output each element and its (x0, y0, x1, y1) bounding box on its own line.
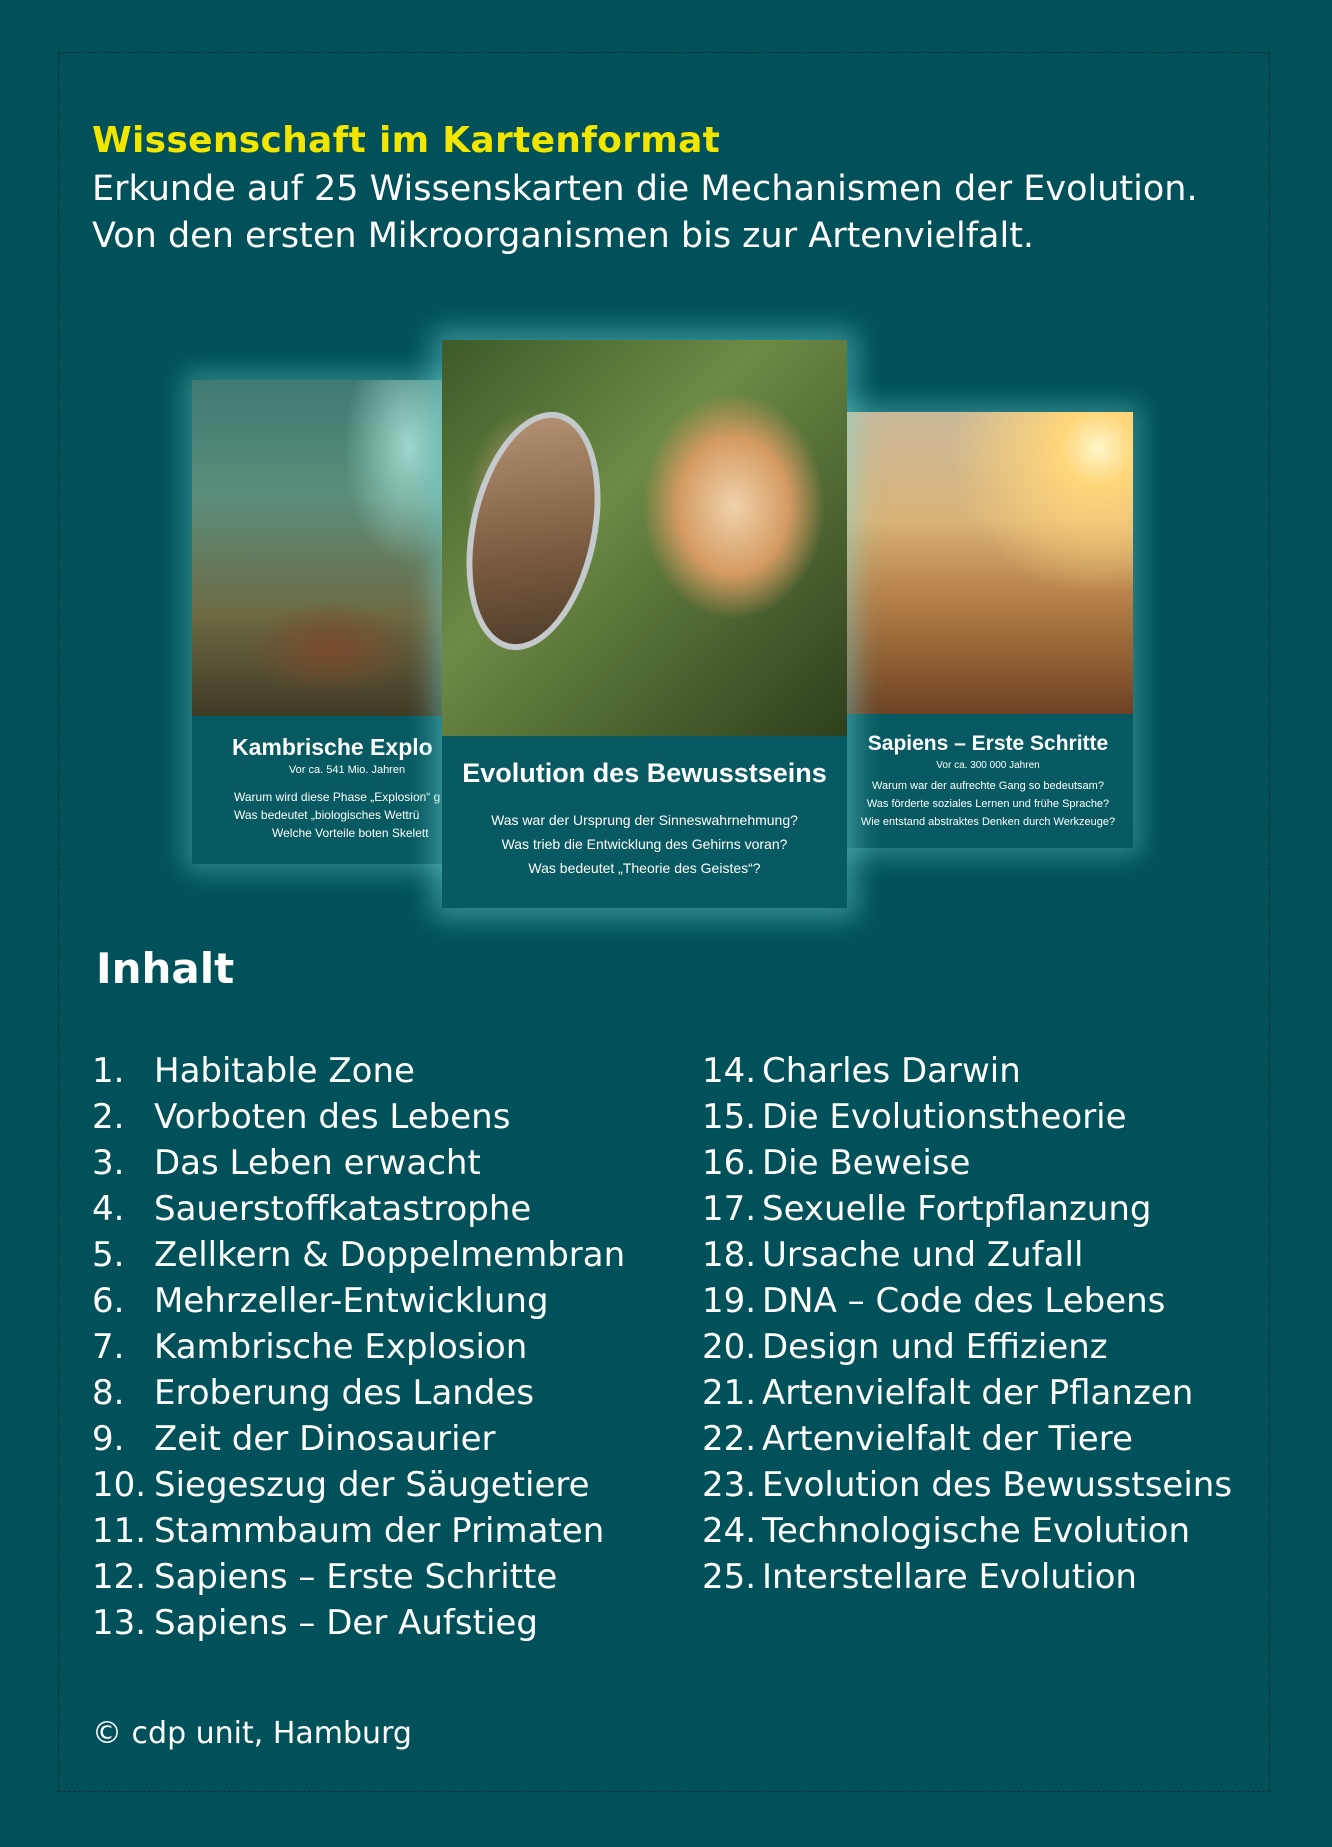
card-question: Was war der Ursprung der Sinneswahrnehmung? (491, 812, 798, 828)
contents-item (702, 1462, 1232, 1508)
contents-item-label: Kambrische Explosion (154, 1327, 528, 1367)
contents-item-label: Stammbaum der Primaten (154, 1511, 605, 1551)
card-question: Welche Vorteile boten Skelett (272, 826, 429, 840)
contents-item-number: 4. (92, 1189, 125, 1229)
card-question: Wie entstand abstraktes Denken durch Werkzeuge? (860, 816, 1116, 828)
contents-item-number: 5. (92, 1235, 125, 1275)
card-title: Evolution des Bewusstseins (462, 758, 827, 788)
contents-list-right (702, 1048, 1232, 1600)
contents-item-label: DNA – Code des Lebens (762, 1281, 1166, 1321)
intro-line-1: Erkunde auf 25 Wissenskarten die Mechanismen der Evolution. (92, 169, 1198, 209)
contents-item (92, 1600, 625, 1646)
contents-item (702, 1232, 1232, 1278)
contents-item-label: Vorboten des Lebens (154, 1097, 511, 1137)
contents-item (702, 1094, 1232, 1140)
card-title: Kambrische Explo (232, 734, 433, 760)
contents-item (702, 1048, 1232, 1094)
contents-item-number: 19. (702, 1281, 757, 1321)
contents-item-label: Eroberung des Landes (154, 1373, 535, 1413)
intro-text (92, 166, 1272, 260)
contents-heading: Inhalt (96, 944, 235, 993)
contents-item-label: Zeit der Dinosaurier (154, 1419, 496, 1459)
contents-item-label: Habitable Zone (154, 1051, 415, 1091)
contents-item (702, 1324, 1232, 1370)
contents-item (92, 1186, 625, 1232)
contents-item-number: 13. (92, 1603, 147, 1643)
contents-item-label: Sauerstoffkatastrophe (154, 1189, 532, 1229)
contents-item-label: Sexuelle Fortpflanzung (762, 1189, 1152, 1229)
contents-item-number: 17. (702, 1189, 757, 1229)
headline: Wissenschaft im Kartenformat (92, 120, 721, 161)
contents-item (92, 1462, 625, 1508)
card-question: Warum wird diese Phase „Explosion“ g (234, 790, 441, 804)
contents-item-number: 7. (92, 1327, 125, 1367)
contents-item-number: 23. (702, 1465, 757, 1505)
contents-item-label: Siegeszug der Säugetiere (154, 1465, 590, 1505)
contents-item (92, 1094, 625, 1140)
copyright: © cdp unit, Hamburg (92, 1716, 412, 1751)
card-question: Was förderte soziales Lernen und frühe Sprache? (866, 798, 1110, 810)
card-title: Sapiens – Erste Schritte (867, 732, 1109, 755)
contents-item (702, 1140, 1232, 1186)
contents-item-label: Die Evolutionstheorie (762, 1097, 1127, 1137)
contents-item-number: 3. (92, 1143, 125, 1183)
card-evolution-des-bewusstseins (442, 340, 847, 908)
contents-item (92, 1324, 625, 1370)
card-question: Was trieb die Entwicklung des Gehirns voran? (501, 836, 788, 852)
intro-line-2: Von den ersten Mikroorganismen bis zur Artenvielfalt. (92, 216, 1035, 256)
contents-item-number: 2. (92, 1097, 125, 1137)
card-image-savanna-sunset (843, 412, 1133, 714)
contents-item (92, 1416, 625, 1462)
card-sapiens-erste-schritte (843, 412, 1133, 848)
card-question: Warum war der aufrechte Gang so bedeutsam? (872, 780, 1104, 792)
contents-item (92, 1048, 625, 1094)
contents-item (92, 1508, 625, 1554)
contents-item-number: 15. (702, 1097, 757, 1137)
contents-item-number: 12. (92, 1557, 147, 1597)
contents-item-number: 6. (92, 1281, 125, 1321)
contents-item (702, 1508, 1232, 1554)
contents-item-label: Artenvielfalt der Pflanzen (762, 1373, 1194, 1413)
card-image-monkey-mirror (442, 340, 847, 736)
contents-item (92, 1140, 625, 1186)
contents-item-label: Evolution des Bewusstseins (762, 1465, 1233, 1505)
contents-item-label: Charles Darwin (762, 1051, 1021, 1091)
contents-list-left (92, 1048, 625, 1646)
contents-item-label: Design und Effizienz (762, 1327, 1108, 1367)
contents-item-number: 24. (702, 1511, 757, 1551)
contents-item-number: 1. (92, 1051, 125, 1091)
contents-item (702, 1554, 1232, 1600)
contents-item-number: 14. (702, 1051, 757, 1091)
contents-item (92, 1232, 625, 1278)
contents-item-number: 8. (92, 1373, 125, 1413)
contents-item (92, 1278, 625, 1324)
contents-item-label: Artenvielfalt der Tiere (762, 1419, 1133, 1459)
contents-item-number: 25. (702, 1557, 757, 1597)
contents-item-number: 22. (702, 1419, 757, 1459)
contents-item (702, 1370, 1232, 1416)
contents-item-number: 21. (702, 1373, 757, 1413)
contents-item-label: Ursache und Zufall (762, 1235, 1084, 1275)
card-question: Was bedeutet „biologisches Wettrü (234, 808, 420, 822)
contents-item-label: Mehrzeller-Entwicklung (154, 1281, 549, 1321)
contents-item-label: Technologische Evolution (762, 1511, 1190, 1551)
contents-item (702, 1186, 1232, 1232)
contents-item (92, 1554, 625, 1600)
contents-item (702, 1278, 1232, 1324)
contents-item-number: 11. (92, 1511, 147, 1551)
mirror-icon (446, 399, 621, 662)
contents-item-label: Interstellare Evolution (762, 1557, 1137, 1597)
contents-item-number: 10. (92, 1465, 147, 1505)
contents-item-label: Sapiens – Der Aufstieg (154, 1603, 538, 1643)
contents-item (702, 1416, 1232, 1462)
contents-item-label: Zellkern & Doppelmembran (154, 1235, 626, 1275)
card-question: Was bedeutet „Theorie des Geistes“? (528, 860, 761, 876)
contents-item (92, 1370, 625, 1416)
contents-item-number: 9. (92, 1419, 125, 1459)
card-subtitle: Vor ca. 300 000 Jahren (936, 760, 1040, 771)
contents-item-label: Die Beweise (762, 1143, 971, 1183)
contents-item-label: Das Leben erwacht (154, 1143, 481, 1183)
contents-item-label: Sapiens – Erste Schritte (154, 1557, 558, 1597)
contents-item-number: 16. (702, 1143, 757, 1183)
contents-item-number: 20. (702, 1327, 757, 1367)
card-subtitle: Vor ca. 541 Mio. Jahren (288, 764, 406, 776)
contents-item-number: 18. (702, 1235, 757, 1275)
